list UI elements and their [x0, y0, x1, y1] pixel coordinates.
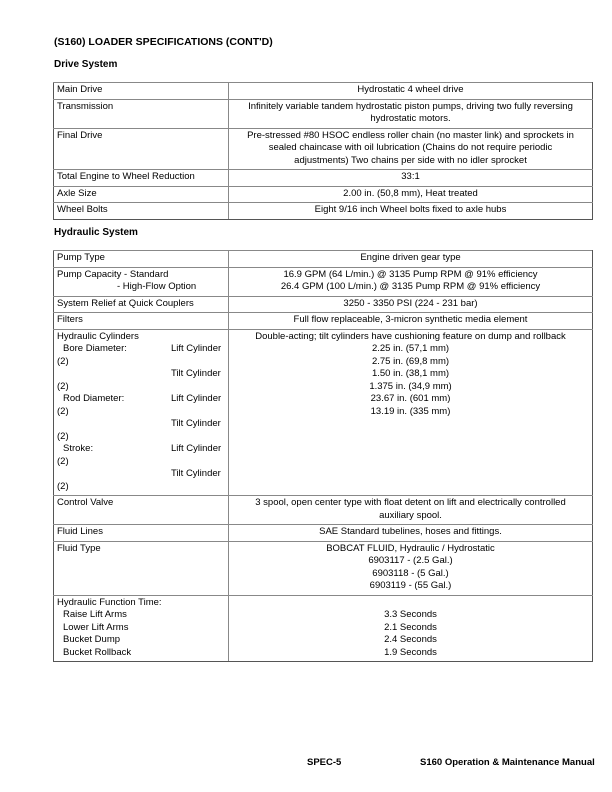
- item-label: Lift Cylinder (2): [57, 443, 222, 467]
- spec-label: Total Engine to Wheel Reduction: [54, 170, 229, 187]
- value-line: 2.75 in. (69,8 mm): [371, 355, 450, 367]
- spec-value: Hydrostatic 4 wheel drive: [229, 83, 593, 100]
- table-row: [54, 496, 593, 525]
- table-row: [54, 170, 593, 187]
- spec-value: Engine driven gear type: [229, 251, 593, 268]
- spec-value: [229, 496, 593, 525]
- table-row: [54, 99, 593, 128]
- value-line: BOBCAT FLUID, Hydraulic / Hydrostatic: [326, 542, 495, 554]
- label-line: Hydraulic Function Time:: [57, 596, 162, 608]
- table-row: [54, 329, 593, 496]
- table-row: [54, 267, 593, 296]
- value-line: 6903119 - (55 Gal.): [369, 580, 452, 591]
- spec-value: Full flow replaceable, 3-micron synthetic media element: [229, 313, 593, 330]
- spec-value: 2.00 in. (50,8 mm), Heat treated: [229, 186, 593, 203]
- value-line: 6903117 - (2.5 Gal.): [368, 555, 453, 566]
- spec-label: Fluid Type: [54, 541, 229, 595]
- table-row: [54, 203, 593, 220]
- spec-value: Eight 9/16 inch Wheel bolts fixed to axle hubs: [229, 203, 593, 220]
- spec-label: [54, 267, 229, 296]
- value-line: hydrostatic motors.: [370, 113, 451, 124]
- value-line: 26.4 GPM (100 L/min.) @ 3135 Pump RPM @ 91% efficiency: [280, 281, 541, 292]
- spec-label: [54, 595, 229, 662]
- spec-label: Main Drive: [54, 83, 229, 100]
- value-line: Double-acting; tilt cylinders have cushioning feature on dump and rollback: [255, 330, 566, 342]
- hydraulic-system-table: [53, 250, 593, 662]
- table-row: [54, 595, 593, 662]
- spec-label: Transmission: [54, 99, 229, 128]
- spec-label: Control Valve: [54, 496, 229, 525]
- spec-label: Wheel Bolts: [54, 203, 229, 220]
- value-line: 2.4 Seconds: [384, 634, 437, 645]
- spec-label: System Relief at Quick Couplers: [54, 296, 229, 313]
- manual-title: S160 Operation & Maintenance Manual: [420, 757, 595, 768]
- value-line: 3 spool, open center type with float detent on lift and electrically controlled: [255, 497, 566, 508]
- value-line: 2.25 in. (57,1 mm): [371, 343, 450, 354]
- spec-value: [229, 541, 593, 595]
- table-row: [54, 313, 593, 330]
- spec-label: Filters: [54, 313, 229, 330]
- item-label: Tilt Cylinder (2): [57, 468, 221, 492]
- page-number: SPEC-5: [307, 757, 342, 768]
- value-line: 1.9 Seconds: [384, 646, 437, 658]
- item-label: Bucket Dump: [63, 634, 121, 645]
- item-label: Lower Lift Arms: [63, 621, 129, 633]
- item-label: Tilt Cylinder (2): [57, 368, 221, 392]
- label-line: Hydraulic Cylinders: [57, 330, 139, 342]
- spec-value: [229, 329, 593, 496]
- item-label: Lift Cylinder (2): [57, 343, 222, 367]
- group-label: Bore Diameter:: [63, 343, 127, 354]
- table-row: [54, 186, 593, 203]
- value-line: Infinitely variable tandem hydrostatic piston pumps, driving two fully reversing: [248, 100, 573, 112]
- spec-value: SAE Standard tubelines, hoses and fittings.: [229, 525, 593, 542]
- table-row: [54, 525, 593, 542]
- item-label: Lift Cylinder (2): [57, 393, 222, 417]
- spec-value: 3250 - 3350 PSI (224 - 231 bar): [229, 296, 593, 313]
- value-line: auxiliary spool.: [379, 509, 442, 521]
- group-label: Rod Diameter:: [63, 393, 125, 404]
- value-line: 2.1 Seconds: [384, 621, 437, 633]
- drive-system-table: [53, 82, 593, 220]
- spec-label: Fluid Lines: [54, 525, 229, 542]
- label-line: - High-Flow Option: [117, 281, 197, 292]
- value-line: adjustments) Two chains per side with no idler sprocket: [294, 154, 527, 166]
- spec-value: [229, 595, 593, 662]
- value-line: 1.375 in. (34,9 mm): [369, 380, 452, 392]
- item-label: Raise Lift Arms: [63, 609, 127, 620]
- value-line: 13.19 in. (335 mm): [370, 405, 451, 417]
- table-row: [54, 251, 593, 268]
- spec-value: 33:1: [229, 170, 593, 187]
- table-row: [54, 128, 593, 170]
- spec-label: Final Drive: [54, 128, 229, 170]
- value-line: Pre-stressed #80 HSOC endless roller chain (no master link) and sprockets in: [247, 129, 574, 141]
- spec-label: Pump Type: [54, 251, 229, 268]
- table-row: [54, 83, 593, 100]
- value-line: 1.50 in. (38,1 mm): [371, 368, 450, 379]
- table-row: [54, 296, 593, 313]
- spec-value: [229, 128, 593, 170]
- table-row: [54, 541, 593, 595]
- spec-label: Axle Size: [54, 186, 229, 203]
- value-line: 16.9 GPM (64 L/min.) @ 3135 Pump RPM @ 91% efficiency: [283, 268, 538, 280]
- value-line: sealed chaincase with oil lubrication (Chains do not require periodic: [268, 142, 553, 153]
- page-title: (S160) LOADER SPECIFICATIONS (CONT'D): [54, 36, 273, 48]
- item-label: Bucket Rollback: [63, 646, 132, 658]
- group-label: Stroke:: [63, 443, 94, 454]
- value-line: 6903118 - (5 Gal.): [372, 567, 449, 579]
- hydraulic-system-heading: Hydraulic System: [54, 227, 138, 238]
- drive-system-heading: Drive System: [54, 59, 118, 70]
- value-line: 23.67 in. (601 mm): [370, 393, 451, 404]
- spec-label: [54, 329, 229, 496]
- value-line: 3.3 Seconds: [384, 609, 437, 620]
- spec-value: [229, 267, 593, 296]
- label-line: Pump Capacity - Standard: [57, 268, 169, 280]
- item-label: Tilt Cylinder (2): [57, 418, 221, 442]
- spec-value: [229, 99, 593, 128]
